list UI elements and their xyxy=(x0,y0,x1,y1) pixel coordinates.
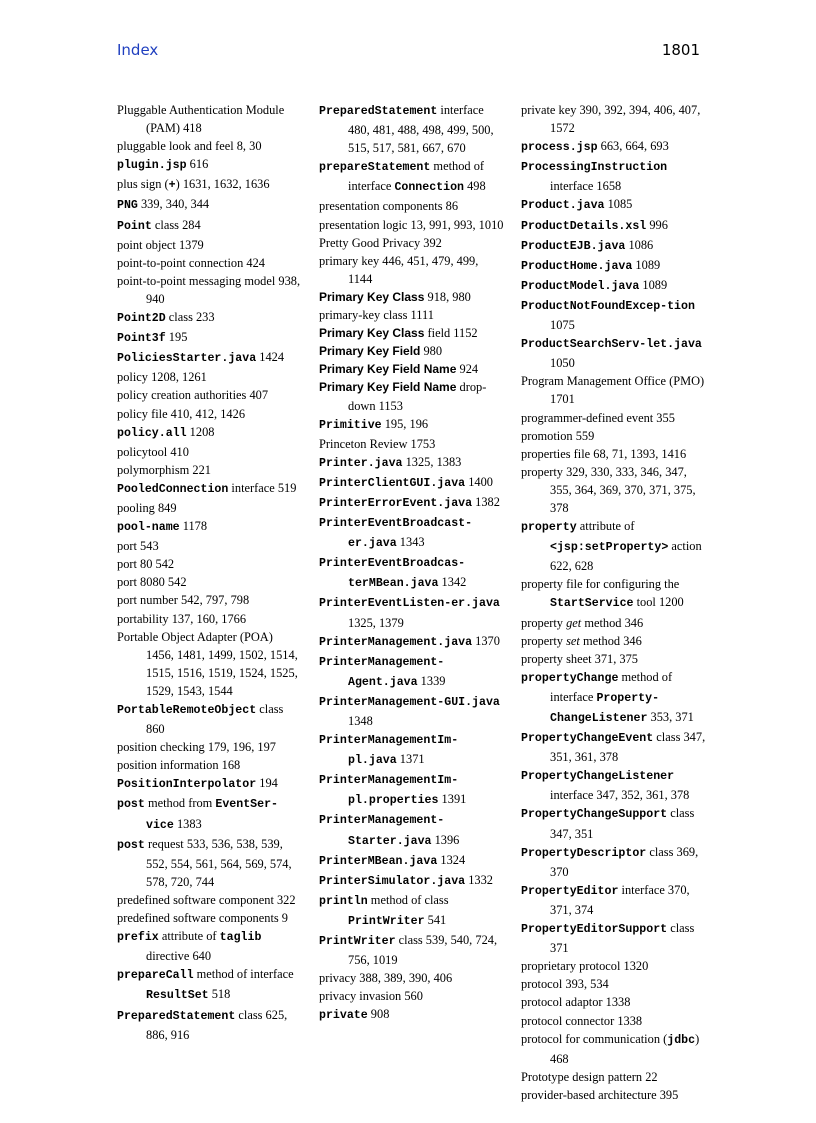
index-entry xyxy=(117,137,303,155)
index-entry xyxy=(319,493,505,513)
entry-text: Pluggable Authentication Module (PAM) 418 xyxy=(117,103,285,136)
entry-text: 1400 xyxy=(465,474,493,489)
index-entry xyxy=(521,137,707,157)
entry-term: PoliciesStarter.java xyxy=(117,352,257,366)
index-column-2 xyxy=(319,101,505,1026)
index-entry xyxy=(521,236,707,256)
entry-term: PrinterMBean.java xyxy=(319,854,438,868)
entry-term: + xyxy=(168,179,176,193)
index-entry xyxy=(117,794,303,834)
index-entry xyxy=(117,175,303,195)
index-entry xyxy=(521,957,707,975)
entry-text: 1324 xyxy=(437,852,466,867)
index-entry xyxy=(521,919,707,957)
index-entry xyxy=(117,738,303,756)
index-entry xyxy=(117,308,303,328)
index-entry xyxy=(117,101,303,137)
index-entry xyxy=(117,965,303,1005)
entry-term: ProductEJB.java xyxy=(521,239,626,253)
index-entry xyxy=(117,443,303,461)
entry-text: class 369, 370 xyxy=(550,844,699,879)
index-entry xyxy=(319,692,505,730)
entry-term: Primary Key Field Name xyxy=(319,380,457,395)
entry-text: private key 390, 392, 394, 406, 407, 1572 xyxy=(521,103,701,136)
index-entry xyxy=(319,435,505,453)
entry-term: private xyxy=(319,1009,368,1023)
entry-term: PrinterManagement-Starter.java xyxy=(319,814,445,848)
entry-text: 924 xyxy=(456,362,479,377)
entry-term: plugin.jsp xyxy=(117,159,187,173)
entry-text: property sheet 371, 375 xyxy=(521,651,638,666)
entry-term: PrinterManagement-Agent.java xyxy=(319,655,445,689)
entry-text: 1325, 1383 xyxy=(402,454,462,469)
index-entry xyxy=(521,1068,707,1086)
index-entry xyxy=(117,891,303,909)
index-entry xyxy=(319,652,505,692)
entry-text: Prototype design pattern 22 xyxy=(521,1069,658,1084)
entry-text: point-to-point connection 424 xyxy=(117,255,265,270)
index-entry xyxy=(521,614,707,632)
entry-term: post xyxy=(117,798,145,812)
entry-text: predefined software component 322 xyxy=(117,892,296,907)
entry-term: PrinterManagementIm-pl.java xyxy=(319,734,459,768)
entry-term: PrinterEventListen-er.java xyxy=(319,597,500,611)
entry-text: property 329, 330, 333, 346, 347, 355, 364, 369, 370, 371, 375, 378 xyxy=(521,464,696,515)
index-entry xyxy=(319,632,505,652)
entry-text: method of interface xyxy=(348,159,485,194)
index-entry xyxy=(319,324,505,342)
index-entry xyxy=(521,445,707,463)
entry-text: 498 xyxy=(464,179,486,194)
index-entry xyxy=(117,155,303,175)
entry-term: PrinterSimulator.java xyxy=(319,874,466,888)
entry-term: ProductModel.java xyxy=(521,279,640,293)
entry-term: PrinterClientGUI.java xyxy=(319,476,466,490)
entry-term: pool-name xyxy=(117,521,180,535)
entry-text: 1050 xyxy=(550,356,575,371)
entry-text: 1085 xyxy=(604,197,633,212)
entry-term: Connection xyxy=(394,181,465,195)
index-entry xyxy=(117,610,303,628)
entry-text: programmer-defined event 355 xyxy=(521,410,675,425)
index-column-1 xyxy=(117,101,303,1044)
entry-text: plus sign ( xyxy=(117,177,169,192)
index-entry xyxy=(521,843,707,881)
entry-text: 1089 xyxy=(632,257,661,272)
entry-text: proprietary protocol 1320 xyxy=(521,959,649,974)
entry-term: ProductDetails.xsl xyxy=(521,219,647,233)
entry-text: class 860 xyxy=(146,702,284,737)
entry-text: point-to-point messaging model 938, 940 xyxy=(117,273,301,306)
index-entry xyxy=(319,415,505,435)
entry-term: Printer.java xyxy=(319,456,403,470)
running-header-title: Index xyxy=(117,41,159,59)
entry-term: <jsp:setProperty> xyxy=(550,541,669,555)
entry-text: promotion 559 xyxy=(521,428,595,443)
entry-text: ) 1631, 1632, 1636 xyxy=(175,177,270,192)
entry-text: 663, 664, 693 xyxy=(597,139,669,154)
entry-text: class 539, 540, 724, 756, 1019 xyxy=(348,933,498,968)
entry-term: ResultSet xyxy=(146,989,209,1003)
entry-text: class 625, 886, 916 xyxy=(146,1007,288,1042)
entry-term: prepareCall xyxy=(117,969,194,983)
index-entry xyxy=(319,513,505,553)
index-entry xyxy=(117,479,303,499)
entry-term: PropertyEditorSupport xyxy=(521,923,668,937)
entry-text: primary key 446, 451, 479, 499, 1144 xyxy=(319,253,479,286)
index-entry xyxy=(521,1012,707,1030)
entry-text: method 346 xyxy=(581,615,644,630)
entry-term: ProductNotFoundExcep-tion xyxy=(521,299,695,313)
entry-text: 541 xyxy=(424,912,447,927)
index-entry xyxy=(319,770,505,810)
entry-term: PropertyChangeEvent xyxy=(521,732,654,746)
entry-text: 908 xyxy=(367,1007,390,1022)
entry-text: attribute of xyxy=(158,929,220,944)
entry-text: 1371 xyxy=(396,752,425,767)
index-entry xyxy=(117,499,303,517)
entry-text: protocol adaptor 1338 xyxy=(521,995,631,1010)
entry-text: 1339 xyxy=(417,673,446,688)
entry-text: predefined software components 9 xyxy=(117,911,289,926)
index-entry xyxy=(117,774,303,794)
entry-text: protocol for communication ( xyxy=(521,1031,668,1046)
index-entry xyxy=(521,101,707,137)
entry-term: ProductHome.java xyxy=(521,259,633,273)
entry-term: property xyxy=(521,521,577,535)
index-entry xyxy=(521,334,707,372)
index-entry xyxy=(521,409,707,427)
entry-text: Princeton Review 1753 xyxy=(319,436,436,451)
entry-term: policy.all xyxy=(117,426,187,440)
index-entry xyxy=(521,668,707,728)
entry-term: PreparedStatement xyxy=(117,1009,236,1023)
entry-term: PooledConnection xyxy=(117,482,229,496)
index-entry xyxy=(521,517,707,575)
entry-term: set xyxy=(566,633,580,648)
index-entry xyxy=(117,756,303,774)
entry-term: Point3f xyxy=(117,332,166,346)
entry-text: property xyxy=(521,633,567,648)
entry-term: get xyxy=(566,615,582,630)
index-entry xyxy=(319,378,505,414)
entry-text: class 233 xyxy=(165,310,215,325)
entry-text: ) 468 xyxy=(550,1031,700,1066)
index-entry xyxy=(521,256,707,276)
index-entry xyxy=(521,427,707,445)
entry-term: Primitive xyxy=(319,418,382,432)
entry-text: policy file 410, 412, 1426 xyxy=(117,406,246,421)
entry-text: 1086 xyxy=(625,237,654,252)
index-entry xyxy=(117,537,303,555)
index-entry xyxy=(521,276,707,296)
index-entry xyxy=(319,810,505,850)
index-entry xyxy=(319,157,505,197)
index-entry xyxy=(521,728,707,766)
entry-text: position checking 179, 196, 197 xyxy=(117,740,276,755)
entry-text: port number 542, 797, 798 xyxy=(117,593,250,608)
entry-text: port 543 xyxy=(117,539,159,554)
index-entry xyxy=(117,573,303,591)
entry-text: 996 xyxy=(646,217,668,232)
entry-term: PositionInterpolator xyxy=(117,778,257,792)
index-entry xyxy=(521,372,707,408)
index-entry xyxy=(117,254,303,272)
entry-text: 1075 xyxy=(550,318,575,333)
entry-text: 1325, 1379 xyxy=(348,615,404,630)
index-entry xyxy=(117,1006,303,1044)
entry-text: pluggable look and feel 8, 30 xyxy=(117,139,262,154)
index-entry xyxy=(117,236,303,254)
index-entry xyxy=(521,804,707,842)
index-entry xyxy=(319,342,505,360)
entry-text: Program Management Office (PMO) 1701 xyxy=(521,374,705,407)
entry-text: attribute of xyxy=(576,519,635,534)
index-column-3 xyxy=(521,101,707,1104)
index-entry xyxy=(319,252,505,288)
index-entry xyxy=(319,234,505,252)
entry-text: port 8080 542 xyxy=(117,575,187,590)
entry-term: PrinterManagement.java xyxy=(319,635,473,649)
entry-text: 1178 xyxy=(179,519,208,534)
index-entry xyxy=(319,360,505,378)
entry-term: PreparedStatement xyxy=(319,105,438,118)
index-entry xyxy=(319,730,505,770)
entry-term: Property-ChangeListener xyxy=(550,691,660,725)
index-entry xyxy=(521,1086,707,1104)
entry-text: class 347, 351 xyxy=(550,806,695,841)
entry-term: PortableRemoteObject xyxy=(117,704,257,717)
index-entry xyxy=(319,593,505,631)
entry-text: 1370 xyxy=(472,633,500,648)
entry-text: 1391 xyxy=(438,792,467,807)
entry-text: interface 347, 352, 361, 378 xyxy=(550,788,690,803)
index-entry xyxy=(117,835,303,891)
entry-text: method from xyxy=(144,796,216,811)
entry-term: PropertyChangeListener xyxy=(521,770,675,784)
index-entry xyxy=(521,975,707,993)
entry-text: 980 xyxy=(420,344,443,359)
entry-text: policytool 410 xyxy=(117,444,189,459)
index-entry xyxy=(319,473,505,493)
entry-term: Primary Key Class xyxy=(319,289,425,304)
index-entry xyxy=(521,650,707,668)
entry-term: PropertyEditor xyxy=(521,884,619,898)
entry-text: 195 xyxy=(165,330,188,345)
entry-text: 1342 xyxy=(438,575,467,590)
entry-text: 1343 xyxy=(396,535,425,550)
index-entry xyxy=(319,101,505,157)
entry-text: privacy 388, 389, 390, 406 xyxy=(319,971,453,986)
entry-text: class 371 xyxy=(550,921,695,956)
index-entry xyxy=(521,296,707,334)
entry-text: primary-key class 1111 xyxy=(319,308,434,323)
entry-text: privacy invasion 560 xyxy=(319,989,423,1004)
entry-term: Product.java xyxy=(521,199,605,213)
entry-term: PropertyDescriptor xyxy=(521,846,647,860)
entry-text: 1348 xyxy=(348,714,373,728)
entry-text: protocol 393, 534 xyxy=(521,977,609,992)
entry-term: PrinterManagement-GUI.java xyxy=(319,695,500,709)
index-entry xyxy=(319,453,505,473)
index-entry xyxy=(117,591,303,609)
entry-text: 194 xyxy=(256,776,278,791)
entry-term: PrinterManagementIm-pl.properties xyxy=(319,774,459,808)
entry-term: propertyChange xyxy=(521,671,619,685)
entry-term: StartService xyxy=(550,597,634,611)
entry-text: Pretty Good Privacy 392 xyxy=(319,235,442,250)
index-entry xyxy=(319,969,505,987)
index-entry xyxy=(319,216,505,234)
entry-text: protocol connector 1338 xyxy=(521,1013,643,1028)
entry-term: PrinterEventBroadcast-er.java xyxy=(319,517,473,551)
index-entry xyxy=(117,909,303,927)
entry-text: point object 1379 xyxy=(117,237,204,252)
entry-text: presentation components 86 xyxy=(319,199,459,214)
index-entry xyxy=(117,348,303,368)
entry-text: class 347, 351, 361, 378 xyxy=(550,730,706,765)
entry-text: 1424 xyxy=(256,350,285,365)
entry-term: EventSer-vice xyxy=(146,798,279,832)
entry-text: 1089 xyxy=(639,277,668,292)
entry-text: class 284 xyxy=(151,217,201,232)
entry-term: PropertyChangeSupport xyxy=(521,808,668,822)
index-entry xyxy=(319,197,505,215)
entry-text: 339, 340, 344 xyxy=(137,197,210,212)
entry-text: request 533, 536, 538, 539, 552, 554, 561, 564, 569, 574, 578, 720, 744 xyxy=(144,836,292,889)
entry-text: directive 640 xyxy=(146,949,212,964)
entry-text: method of class xyxy=(367,892,449,907)
entry-text: interface 519 xyxy=(228,480,297,495)
entry-text: 918, 980 xyxy=(424,289,471,304)
entry-text: property file for configuring the xyxy=(521,577,680,592)
index-entry xyxy=(117,216,303,236)
entry-text: pooling 849 xyxy=(117,500,177,515)
index-entry xyxy=(521,157,707,195)
page-number: 1801 xyxy=(661,41,700,59)
entry-text: 1396 xyxy=(431,832,460,847)
entry-text: portability 137, 160, 1766 xyxy=(117,611,247,626)
entry-term: PrinterEventBroadcas-terMBean.java xyxy=(319,557,466,591)
index-entry xyxy=(117,386,303,404)
entry-text: policy creation authorities 407 xyxy=(117,388,269,403)
entry-text: Portable Object Adapter (POA) 1456, 1481, 1499, 1502, 1514, 1515, 1516, 1519, 1524, 1525, 1529, 1543, 1544 xyxy=(117,629,298,698)
entry-text: drop-down 1153 xyxy=(348,380,487,413)
entry-term: prefix xyxy=(117,931,159,945)
entry-term: Primary Key Class xyxy=(319,326,425,341)
index-entry xyxy=(319,871,505,891)
index-entry xyxy=(117,927,303,965)
entry-text: interface 480, 481, 488, 498, 499, 500, 515, 517, 581, 667, 670 xyxy=(348,103,494,156)
entry-text: position information 168 xyxy=(117,758,241,773)
index-entry xyxy=(117,405,303,423)
entry-term: PrinterErrorEvent.java xyxy=(319,496,473,510)
entry-term: taglib xyxy=(219,931,262,945)
index-entry xyxy=(521,881,707,919)
entry-term: PrintWriter xyxy=(319,935,396,949)
index-entry xyxy=(117,195,303,215)
entry-term: jdbc xyxy=(667,1033,696,1047)
entry-text: interface 1658 xyxy=(550,179,622,194)
entry-term: ProductSearchServ-let.java xyxy=(521,338,702,352)
entry-text: method 346 xyxy=(579,633,642,648)
entry-term: Point xyxy=(117,219,152,233)
index-entry xyxy=(521,1030,707,1068)
entry-term: Primary Key Field xyxy=(319,344,421,359)
entry-term: println xyxy=(319,894,368,908)
entry-text: port 80 542 xyxy=(117,557,175,572)
entry-text: 353, 371 xyxy=(647,710,694,724)
index-entry xyxy=(117,700,303,738)
index-entry xyxy=(319,987,505,1005)
index-entry xyxy=(319,306,505,324)
entry-term: prepareStatement xyxy=(319,161,431,175)
index-entry xyxy=(521,195,707,215)
index-entry xyxy=(117,461,303,479)
entry-text: 518 xyxy=(208,987,231,1002)
entry-text: field 1152 xyxy=(424,326,478,341)
index-entry xyxy=(521,463,707,517)
index-entry xyxy=(319,891,505,931)
entry-text: method of interface xyxy=(193,967,294,982)
entry-term: Primary Key Field Name xyxy=(319,362,457,377)
entry-text: 1382 xyxy=(472,494,500,509)
entry-term: ProcessingInstruction xyxy=(521,161,668,175)
index-entry xyxy=(521,575,707,613)
entry-text: 1383 xyxy=(173,816,202,831)
entry-term: Point2D xyxy=(117,312,166,326)
entry-text: polymorphism 221 xyxy=(117,462,211,477)
entry-term: process.jsp xyxy=(521,141,598,155)
entry-text: method of interface xyxy=(550,669,673,704)
index-entry xyxy=(117,517,303,537)
index-entry xyxy=(117,328,303,348)
index-entry xyxy=(521,632,707,650)
entry-text: tool 1200 xyxy=(633,595,684,610)
entry-text: 1332 xyxy=(465,872,493,887)
entry-text: presentation logic 13, 991, 993, 1010 xyxy=(319,217,504,232)
entry-text: properties file 68, 71, 1393, 1416 xyxy=(521,446,687,461)
entry-text: 616 xyxy=(186,157,209,172)
index-entry xyxy=(117,272,303,308)
entry-term: post xyxy=(117,838,145,852)
index-entry xyxy=(521,766,707,804)
entry-text: 195, 196 xyxy=(381,416,429,431)
index-entry xyxy=(319,1005,505,1025)
index-entry xyxy=(319,931,505,969)
entry-text: provider-based architecture 395 xyxy=(521,1087,679,1102)
index-entry xyxy=(117,368,303,386)
index-entry xyxy=(521,993,707,1011)
entry-text: interface 370, 371, 374 xyxy=(550,882,690,917)
index-entry xyxy=(117,555,303,573)
index-entry xyxy=(319,851,505,871)
entry-term: PNG xyxy=(117,199,138,213)
index-entry xyxy=(117,628,303,700)
entry-text: policy 1208, 1261 xyxy=(117,370,207,385)
entry-text: action 622, 628 xyxy=(550,539,702,574)
index-entry xyxy=(117,423,303,443)
entry-text: 1208 xyxy=(186,424,215,439)
index-entry xyxy=(319,288,505,306)
entry-term: PrintWriter xyxy=(348,914,425,928)
entry-text: property xyxy=(521,615,567,630)
index-entry xyxy=(521,216,707,236)
index-entry xyxy=(319,553,505,593)
